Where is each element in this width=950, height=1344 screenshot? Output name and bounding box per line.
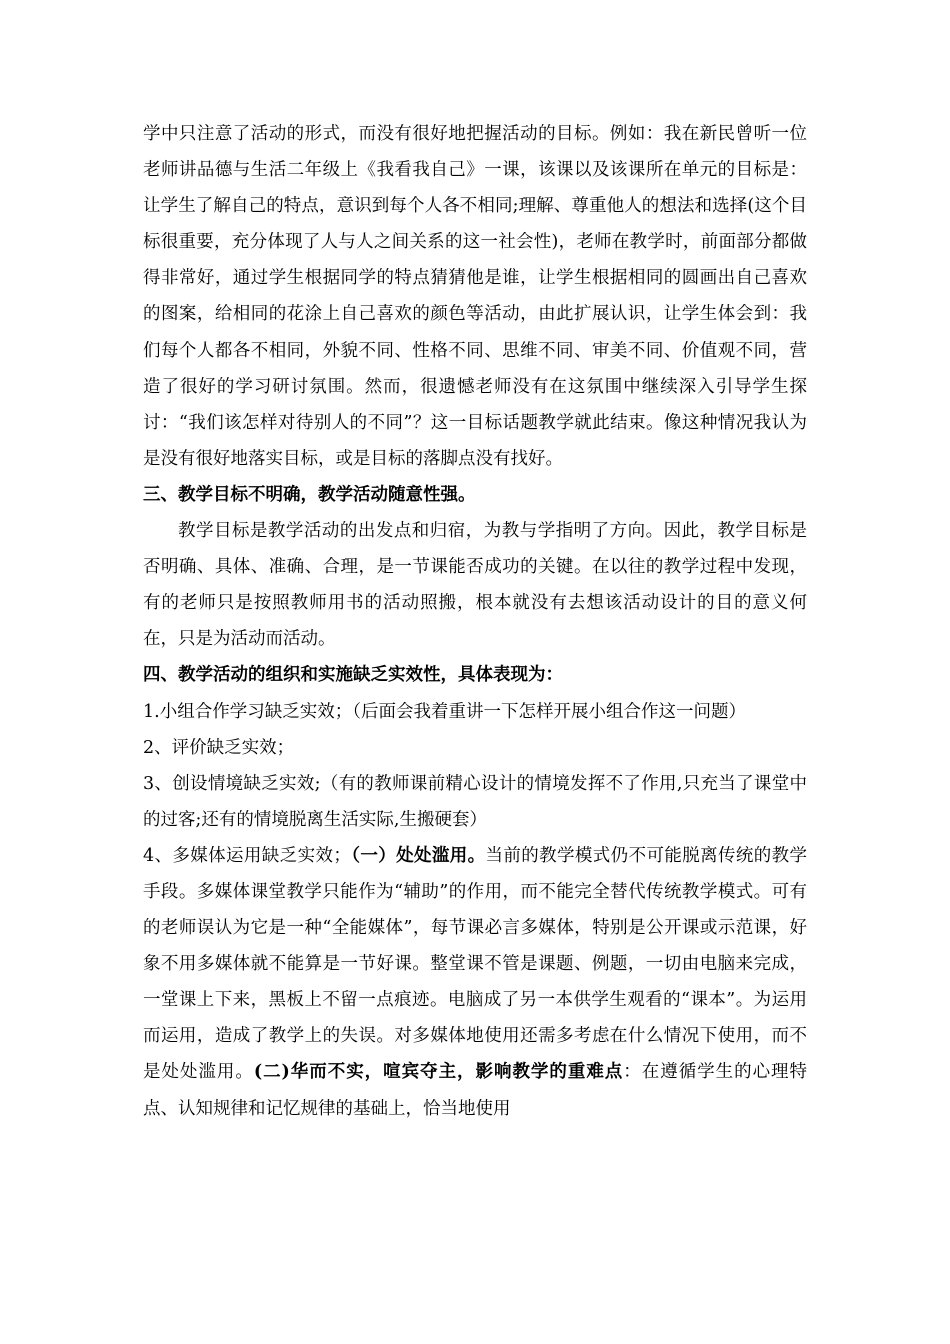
list-item-4-tail: ：在遵循学生的心理特点、认知规律和记忆规律的基础上，恰当地使用: [143, 1062, 808, 1119]
section-heading-4: 四、教学活动的组织和实施缺乏实效性，具体表现为：: [143, 665, 563, 686]
list-item-4-body: 当前的教学模式仍不可能脱离传统的教学手段。多媒体课堂教学只能作为“辅助”的作用，而不能完全替代传统教学模式。可有的老师误认为它是一种“全能媒体”，每节课必言多媒体，特别是公开课或示范课，好象不用多媒体就不能算是一节好课。整堂课不管是课题、例题，一切由电脑来完成，一堂课上下来，黑板上不留一点痕迹。电脑成了另一本供学生观看的“课本”。为运用而运用，造成了教学上的失误。对多媒体地使用还需多考虑在什么情况下使用，而不是处处滥用。: [143, 845, 807, 1083]
list-item-4-multimedia: [143, 838, 807, 1127]
list-item-4-subpoint-2: (二)华而不实，喧宾夺主，影响教学的重难点: [253, 1062, 624, 1083]
list-item-4-lead: 4、多媒体运用缺乏实效；: [143, 845, 351, 866]
section-heading-3: 三、教学目标不明确，教学活动随意性强。: [143, 484, 476, 505]
list-item-4-subpoint-1: （一）处处滥用。: [350, 845, 486, 866]
list-item-3-situation: 3、创设情境缺乏实效;（有的教师课前精心设计的情境发挥不了作用,只充当了课堂中的过客;还有的情境脱离生活实际,生搬硬套）: [143, 773, 807, 830]
document-body: [143, 116, 807, 1127]
paragraph-activity-goal-example: 学中只注意了活动的形式，而没有很好地把握活动的目标。例如：我在新民曾听一位老师讲品德与生活二年级上《我看我自己》一课，该课以及该课所在单元的目标是：让学生了解自己的特点，意识到每个人各不相同;理解、尊重他人的想法和选择(这个目标很重要，充分体现了人与人之间关系的这一社会性)，老师在教学时，前面部分都做得非常好，通过学生根据同学的特点猜猜他是谁，让学生根据相同的圆画出自己喜欢的图案，给相同的花涂上自己喜欢的颜色等活动，由此扩展认识，让学生体会到：我们每个人都各不相同，外貌不同、性格不同、思维不同、审美不同、价值观不同，营造了很好的学习研讨氛围。然而，很遗憾老师没有在这氛围中继续深入引导学生探讨：“我们该怎样对待别人的不同”？这一目标话题教学就此结束。像这种情况我认为是没有很好地落实目标，或是目标的落脚点没有找好。: [143, 124, 807, 469]
paragraph-teaching-goal: 教学目标是教学活动的出发点和归宿，为教与学指明了方向。因此，教学目标是否明确、具体、准确、合理，是一节课能否成功的关键。在以往的教学过程中发现，有的老师只是按照教师用书的活动照搬，根本就没有去想该活动设计的目的意义何在，只是为活动而活动。: [143, 521, 807, 650]
list-item-2-evaluation: 2、评价缺乏实效；: [143, 737, 295, 758]
list-item-1-group-work: 1.小组合作学习缺乏实效；（后面会我着重讲一下怎样开展小组合作这一问题）: [143, 701, 746, 722]
